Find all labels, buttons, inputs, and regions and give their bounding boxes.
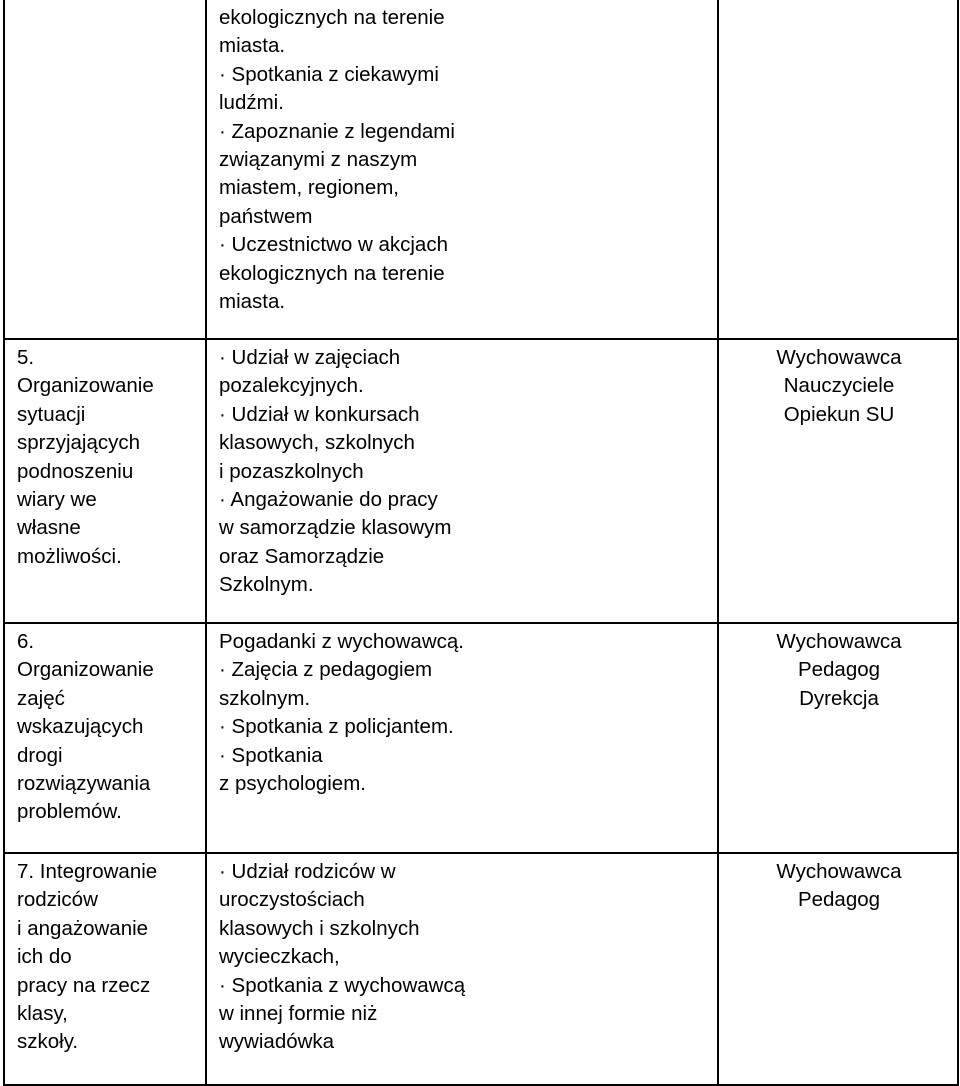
goal-line: sprzyjających <box>17 431 141 455</box>
responsible-line: Pedagog <box>797 658 881 682</box>
activity-line: klasowych i szkolnych <box>219 916 420 940</box>
activity-line: uroczystościach <box>219 888 365 912</box>
responsible-line: Wychowawca <box>776 860 902 883</box>
activities-cell <box>206 623 718 853</box>
activity-line: miastem, regionem, <box>219 176 400 200</box>
activity-line: ekologicznych na terenie <box>219 6 445 29</box>
activity-line: · Udział rodziców w <box>219 860 396 883</box>
responsible-cell <box>718 853 958 1085</box>
goal-cell <box>4 853 206 1085</box>
goal-cell <box>4 339 206 623</box>
activity-line: w samorządzie klasowym <box>219 516 452 540</box>
activity-line: · Spotkania z ciekawymi <box>219 62 439 86</box>
activity-line: oraz Samorządzie <box>219 544 385 568</box>
table-row <box>4 623 958 853</box>
activity-line: związanymi z naszym <box>219 148 418 172</box>
goal-line: wiary we <box>17 488 97 512</box>
goal-line: 5. <box>17 346 35 369</box>
activity-line: · Spotkania z policjantem. <box>219 715 454 739</box>
responsible-line: Nauczyciele <box>783 374 895 398</box>
activity-line: · Udział w zajęciach <box>219 346 401 369</box>
goal-cell <box>4 623 206 853</box>
plan-table <box>3 0 959 1086</box>
activities-cell <box>206 853 718 1085</box>
activity-line: · Zapoznanie z legendami <box>219 119 455 143</box>
activity-line: w innej formie niż <box>219 1002 378 1026</box>
activities-cell <box>206 0 718 339</box>
responsible-line: Opiekun SU <box>783 402 895 426</box>
responsible-cell <box>718 0 958 339</box>
activity-line: wywiadówka <box>219 1030 335 1054</box>
goal-line: pracy na rzecz <box>17 973 151 997</box>
activity-line: Szkolnym. <box>219 573 314 597</box>
activity-line: z psychologiem. <box>219 772 366 796</box>
activity-line: Pogadanki z wychowawcą. <box>219 630 464 653</box>
activity-line: · Uczestnictwo w akcjach <box>219 233 448 257</box>
activity-line: · Udział w konkursach <box>219 402 420 426</box>
activity-line: klasowych, szkolnych <box>219 431 415 455</box>
goal-line: rodziców <box>17 888 98 912</box>
activity-line: miasta. <box>219 290 286 314</box>
table-row <box>4 0 958 339</box>
goal-line: szkoły. <box>17 1030 79 1054</box>
activity-line: i pozaszkolnych <box>219 459 364 483</box>
activity-line: ludźmi. <box>219 91 284 115</box>
activity-line: szkolnym. <box>219 686 311 710</box>
activity-line: · Spotkania <box>219 743 323 767</box>
activity-line: miasta. <box>219 34 286 58</box>
activity-line: państwem <box>219 204 313 228</box>
activity-line: · Angażowanie do pracy <box>219 488 438 512</box>
activity-line: · Spotkania z wychowawcą <box>219 973 466 997</box>
activity-line: · Zajęcia z pedagogiem <box>219 658 433 682</box>
goal-line: ich do <box>17 945 72 969</box>
responsible-cell <box>718 339 958 623</box>
goal-line: problemów. <box>17 800 122 824</box>
responsible-line: Wychowawca <box>776 346 902 369</box>
goal-line: 6. <box>17 630 35 653</box>
responsible-line: Pedagog <box>797 888 881 912</box>
goal-line: podnoszeniu <box>17 459 134 483</box>
activity-line: ekologicznych na terenie <box>219 261 445 285</box>
goal-cell <box>4 0 206 339</box>
activity-line: wycieczkach, <box>219 945 340 969</box>
goal-line: i angażowanie <box>17 916 149 940</box>
goal-line: 7. Integrowanie <box>17 860 158 883</box>
responsible-line: Wychowawca <box>776 630 902 653</box>
goal-line: własne <box>17 516 81 540</box>
goal-line: Organizowanie <box>17 374 154 398</box>
goal-line: sytuacji <box>17 402 86 426</box>
goal-line: rozwiązywania <box>17 772 151 796</box>
activity-line: pozalekcyjnych. <box>219 374 364 398</box>
goal-line: drogi <box>17 743 63 767</box>
table-row <box>4 853 958 1085</box>
goal-line: klasy, <box>17 1002 68 1026</box>
goal-line: wskazujących <box>17 715 144 739</box>
goal-line: Organizowanie <box>17 658 154 682</box>
table-row <box>4 339 958 623</box>
goal-line: możliwości. <box>17 544 122 568</box>
goal-line: zajęć <box>17 686 65 710</box>
responsible-line: Dyrekcja <box>799 686 879 710</box>
responsible-cell <box>718 623 958 853</box>
activities-cell <box>206 339 718 623</box>
